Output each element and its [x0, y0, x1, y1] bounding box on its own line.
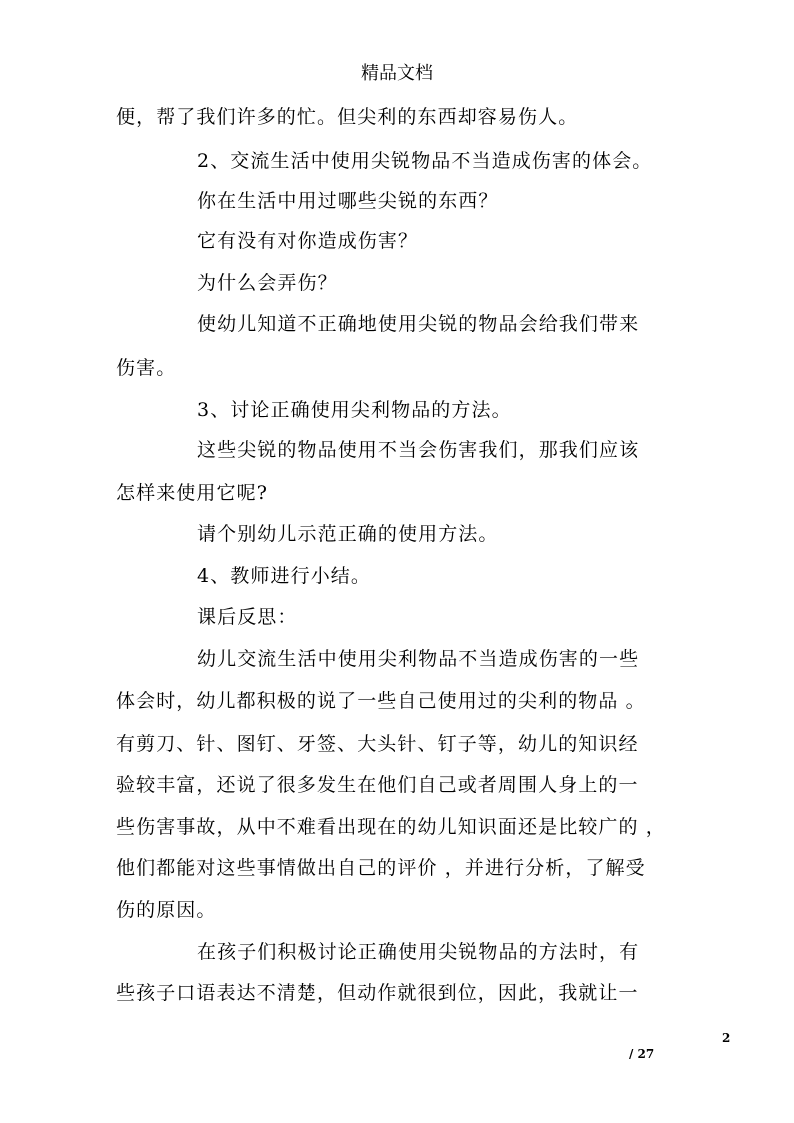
text-line: 怎样来使用它呢?: [116, 482, 268, 504]
page-number: 2: [722, 1031, 731, 1045]
text-line: 课后反思：: [197, 606, 298, 628]
text-line: 他们都能对这些事情做出自己的评价 ，并进行分析，了解受: [116, 857, 646, 879]
text-line: 你在生活中用过哪些尖锐的东西？: [197, 190, 499, 212]
text-line: 伤的原因。: [116, 899, 217, 921]
text-line: 2、交流生活中使用尖锐物品不当造成伤害的体会。: [197, 150, 653, 172]
text-line: 它有没有对你造成伤害？: [197, 230, 419, 252]
text-line: 请个别幼儿示范正确的使用方法。: [197, 523, 499, 545]
text-line: 有剪刀、针、图钉、牙签、大头针、钉子等，幼儿的知识经: [116, 733, 639, 755]
text-line: 便，帮了我们许多的忙。但尖利的东西却容易伤人。: [116, 106, 579, 128]
text-line: 在孩子们积极讨论正确使用尖锐物品的方法时，有: [197, 941, 640, 963]
text-line: 为什么会弄伤？: [197, 272, 338, 294]
text-line: 3、讨论正确使用尖利物品的方法。: [197, 399, 512, 421]
page-total: / 27: [629, 1047, 655, 1061]
text-line: 些伤害事故，从中不难看出现在的幼儿知识面还是比较广的 ，: [116, 816, 666, 838]
text-line: 4、教师进行小结。: [197, 565, 371, 587]
text-line: 幼儿交流生活中使用尖利物品不当造成伤害的一些: [197, 648, 640, 670]
text-line: 伤害。: [116, 357, 177, 379]
text-line: 这些尖锐的物品使用不当会伤害我们，那我们应该: [197, 439, 640, 461]
text-line: 使幼儿知道不正确地使用尖锐的物品会给我们带来: [197, 313, 640, 335]
text-line: 体会时，幼儿都积极的说了一些自己使用过的尖利的物品 。: [116, 690, 646, 712]
text-line: 验较丰富，还说了很多发生在他们自己或者周围人身上的一: [116, 774, 639, 796]
text-line: 些孩子口语表达不清楚，但动作就很到位，因此，我就让一: [116, 982, 639, 1004]
page-header: 精品文档: [361, 63, 433, 84]
